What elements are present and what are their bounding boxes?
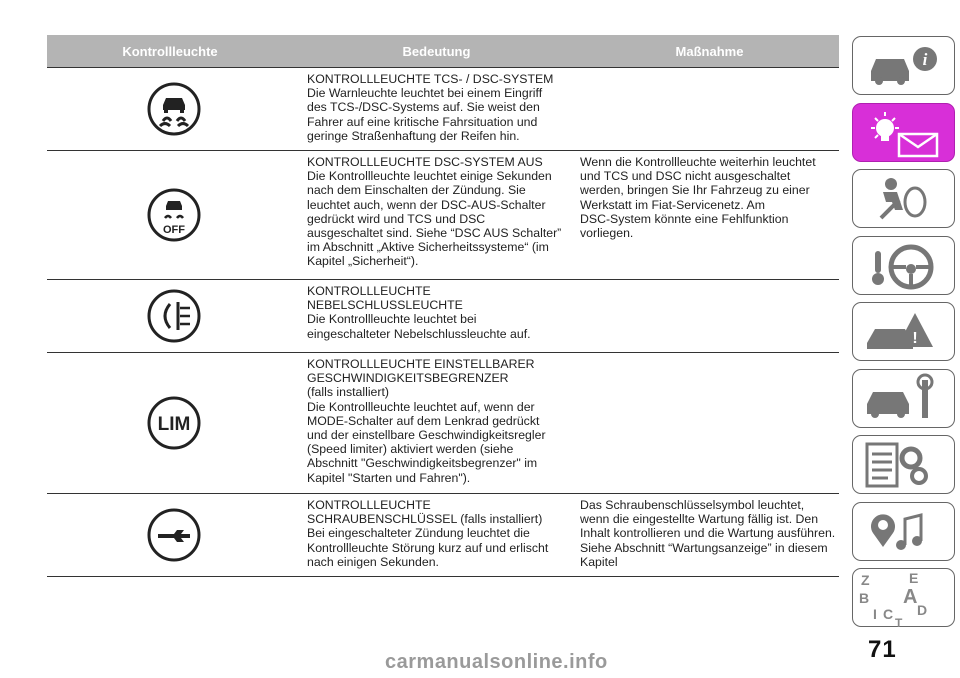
meaning-line: Fahrer auf eine kritische Fahrsituation und: [307, 114, 538, 129]
meaning-cell: [301, 280, 572, 352]
meaning-line: Kontrollleuchte Störung kurz auf und erlischt: [307, 540, 549, 555]
action-cell: [572, 68, 839, 150]
warning-lights-table: [47, 35, 839, 577]
safety-icon: [853, 170, 956, 229]
meaning-line: leuchtet auch, wenn der DSC-AUS-Schalter: [307, 197, 546, 212]
meaning-line: Die Kontrollleuchte leuchtet auf, wenn der: [307, 399, 535, 414]
steering-wheel-icon: [853, 237, 956, 296]
header-massnahme: Maßnahme: [675, 43, 744, 59]
action-line: Kapitel: [580, 554, 618, 569]
svg-text:A: A: [903, 586, 918, 608]
tab-warning-lights[interactable]: [852, 103, 955, 162]
meaning-cell: [301, 68, 572, 150]
meaning-line: nach dem Einschalten der Zündung. Sie: [307, 183, 526, 198]
tab-technical-data[interactable]: [852, 435, 955, 494]
rear-fog-light-icon: [47, 280, 301, 352]
meaning-line: KONTROLLLEUCHTE TCS- / DSC-SYSTEM: [307, 72, 554, 86]
action-cell: [572, 353, 839, 493]
header-kontrollleuchte: Kontrollleuchte: [122, 43, 218, 59]
meaning-line: Bei eingeschalteter Zündung leuchtet die: [307, 526, 530, 541]
meaning-line: Die Kontrollleuchte leuchtet einige Sekunden: [307, 169, 552, 184]
meaning-line: MODE-Schalter auf dem Lenkrad gedrückt: [307, 413, 540, 428]
traction-control-off-icon: [47, 151, 301, 279]
meaning-line: nach einigen Sekunden.: [307, 554, 439, 569]
meaning-cell: [301, 353, 572, 493]
meaning-line: KONTROLLLEUCHTE DSC-SYSTEM AUS: [307, 155, 543, 169]
meaning-line: GESCHWINDIGKEITSBEGRENZER: [307, 371, 509, 386]
meaning-line: Kapitel "Starten und Fahren").: [307, 470, 471, 485]
svg-text:T: T: [895, 616, 903, 628]
tab-multimedia[interactable]: [852, 502, 955, 561]
page-number: 71: [868, 636, 897, 663]
tab-emergency[interactable]: [852, 302, 955, 361]
meaning-line: NEBELSCHLUSSLEUCHTE: [307, 298, 463, 313]
watermark-text: carmanualsonline.info: [385, 651, 608, 673]
meaning-line: KONTROLLLEUCHTE: [307, 284, 431, 298]
table-row: [47, 353, 839, 494]
action-line: Wenn die Kontrollleuchte weiterhin leuchtet: [580, 155, 816, 169]
table-row: [47, 280, 839, 353]
svg-text:LIM: LIM: [157, 414, 191, 435]
action-line: Werkstatt im Fiat-Servicenetz. Am: [580, 197, 765, 212]
meaning-line: SCHRAUBENSCHLÜSSEL (falls installiert): [307, 512, 543, 527]
meaning-line: (Speed limiter) aktiviert werden (siehe: [307, 442, 514, 457]
table-row: [47, 494, 839, 577]
emergency-icon: [853, 303, 956, 362]
svg-text:C: C: [883, 606, 894, 622]
maintenance-icon: [853, 370, 956, 429]
table-header: [47, 35, 839, 67]
action-line: wenn die eingestellte Wartung fällig ist. Den: [580, 512, 819, 527]
action-line: DSC-System könnte eine Fehlfunktion: [580, 211, 789, 226]
technical-data-icon: [853, 436, 956, 495]
meaning-line: KONTROLLLEUCHTE EINSTELLBARER: [307, 357, 535, 371]
meaning-line: und der einstellbare Geschwindigkeitsregler: [307, 428, 546, 443]
svg-text:I: I: [873, 606, 877, 622]
action-line: Das Schraubenschlüsselsymbol leuchtet,: [580, 498, 805, 512]
tab-index[interactable]: [852, 568, 955, 627]
meaning-line: des TCS-/DSC-Systems auf. Sie weist den: [307, 100, 540, 115]
header-bedeutung: Bedeutung: [402, 43, 471, 59]
action-cell: [572, 280, 839, 352]
svg-text:i: i: [922, 50, 928, 69]
svg-text:D: D: [917, 602, 928, 618]
svg-text:Z: Z: [861, 572, 870, 588]
action-line: und TCS und DSC nicht ausgeschaltet: [580, 169, 791, 184]
meaning-line: geringe Straßenhaftung der Reifen hin.: [307, 128, 520, 143]
wrench-icon: [47, 494, 301, 576]
meaning-cell: [301, 151, 572, 279]
meaning-line: Kapitel „Sicherheit“).: [307, 254, 419, 269]
speed-limiter-icon: [47, 353, 301, 493]
meaning-line: (falls installiert): [307, 385, 389, 400]
action-line: Inhalt kontrollieren und die Wartung ausführen.: [580, 526, 836, 541]
tab-maintenance[interactable]: [852, 369, 955, 428]
multimedia-icon: [853, 503, 956, 562]
svg-text:OFF: OFF: [163, 224, 185, 236]
index-icon: [853, 569, 956, 628]
meaning-line: KONTROLLLEUCHTE: [307, 498, 431, 512]
tab-car-info[interactable]: [852, 36, 955, 95]
svg-text:B: B: [859, 590, 870, 606]
action-cell: [572, 151, 839, 279]
meaning-line: gedrückt wird und TCS und DSC: [307, 211, 486, 226]
warning-lights-icon: [853, 104, 956, 163]
table-row: [47, 151, 839, 280]
meaning-line: eingeschalteter Nebelschlussleuchte auf.: [307, 326, 531, 341]
tab-starting-driving[interactable]: [852, 236, 955, 295]
tab-safety[interactable]: [852, 169, 955, 228]
action-cell: [572, 494, 839, 576]
traction-control-icon: [47, 68, 301, 150]
action-line: Siehe Abschnitt “Wartungsanzeige” in diesem: [580, 540, 828, 555]
meaning-line: im Abschnitt „Aktive Sicherheitssysteme“ (im: [307, 240, 549, 255]
meaning-cell: [301, 494, 572, 576]
meaning-line: Die Kontrollleuchte leuchtet bei: [307, 312, 477, 327]
meaning-line: Abschnitt "Geschwindigkeitsbegrenzer" im: [307, 456, 538, 471]
svg-text:E: E: [909, 570, 919, 586]
car-info-icon: [853, 37, 956, 96]
action-line: werden, bringen Sie Ihr Fahrzeug zu einer: [580, 183, 810, 198]
table-row: [47, 68, 839, 151]
action-line: vorliegen.: [580, 226, 634, 241]
svg-text:!: !: [912, 330, 918, 347]
meaning-line: ausgeschaltet sind. Siehe “DSC AUS Schalter”: [307, 226, 562, 241]
meaning-line: Die Warnleuchte leuchtet bei einem Eingriff: [307, 86, 543, 101]
